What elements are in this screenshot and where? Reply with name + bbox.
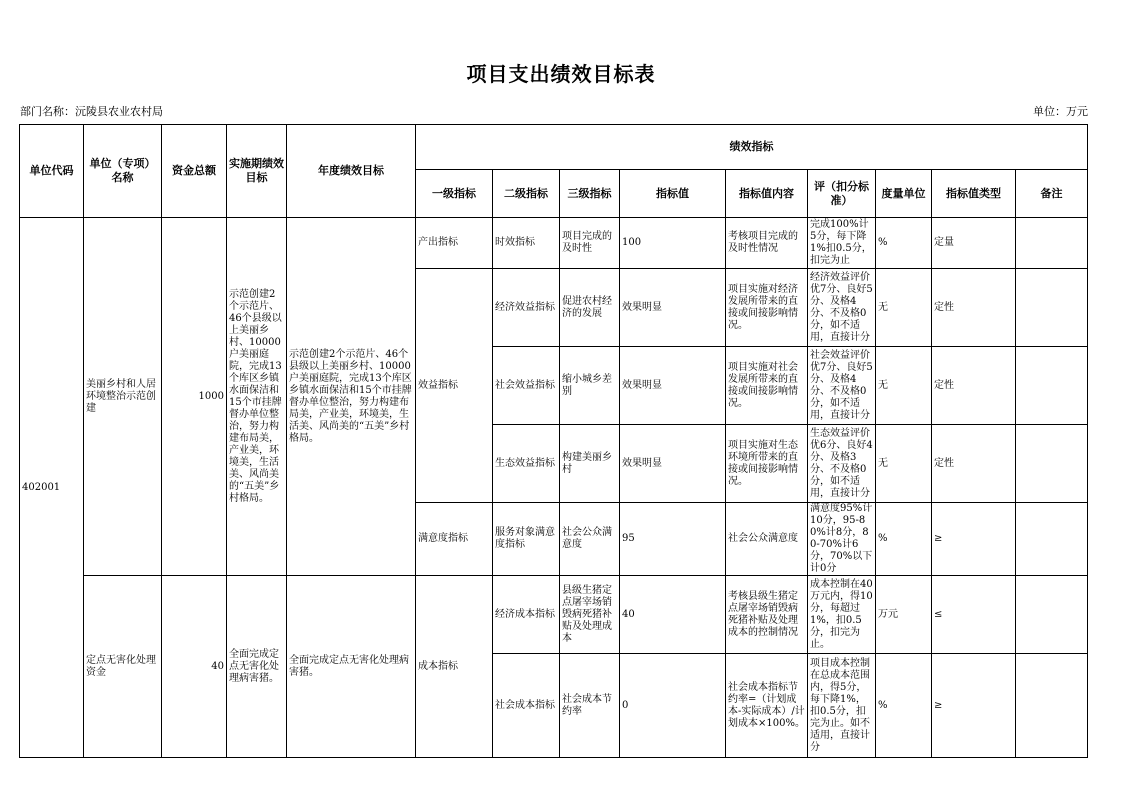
scoring-cell: 满意度95%计10分，95-80%计8分，80-70%计6分，70%以下计0分 — [808, 503, 876, 576]
project1-amount: 1000 — [162, 218, 227, 576]
remark-cell — [1016, 576, 1088, 654]
scoring-cell: 经济效益评价优7分、良好5分、及格4分、不及格0分，如不适用，直接计分 — [808, 269, 876, 347]
measure-unit-cell: % — [876, 503, 932, 576]
table-row — [20, 218, 1088, 269]
header-value-type: 指标值类型 — [932, 170, 1016, 218]
header-level3: 三级指标 — [560, 170, 620, 218]
remark-cell — [1016, 425, 1088, 503]
level2-cell: 经济成本指标 — [493, 576, 560, 654]
value-cell: 95 — [620, 503, 726, 576]
level3-cell: 缩小城乡差别 — [560, 347, 620, 425]
project2-amount: 40 — [162, 576, 227, 758]
remark-cell — [1016, 654, 1088, 758]
project2-period-goal: 全面完成定点无害化处理病害猪。 — [227, 576, 287, 758]
level2-cell: 经济效益指标 — [493, 269, 560, 347]
value-type-cell: 定性 — [932, 269, 1016, 347]
level1-cell: 效益指标 — [416, 269, 493, 503]
project1-period-goal: 示范创建2个示范片、46个县级以上美丽乡村、10000户美丽庭院，完成13个库区乡镇水面保洁和15个市挂牌督办单位整治，努力构建布局美，产业美，环境美，生活美、风尚美的“五美”乡村格局。 — [227, 218, 287, 576]
level2-cell: 生态效益指标 — [493, 425, 560, 503]
header-period-goal: 实施期绩效目标 — [227, 125, 287, 218]
level1-cell: 满意度指标 — [416, 503, 493, 576]
scoring-cell: 完成100%计5分，每下降1%扣0.5分，扣完为止 — [808, 218, 876, 269]
project2-annual-goal: 全面完成定点无害化处理病害猪。 — [287, 576, 416, 758]
header-scoring: 评（扣分标准） — [808, 170, 876, 218]
value-type-cell: ≥ — [932, 503, 1016, 576]
page-title: 项目支出绩效目标表 — [466, 62, 656, 86]
value-type-cell: 定量 — [932, 218, 1016, 269]
level2-cell: 服务对象满意度指标 — [493, 503, 560, 576]
level3-cell: 构建美丽乡村 — [560, 425, 620, 503]
value-type-cell: 定性 — [932, 425, 1016, 503]
unit-code-cell: 402001 — [20, 218, 84, 758]
remark-cell — [1016, 269, 1088, 347]
header-unit-code: 单位代码 — [20, 125, 84, 218]
level3-cell: 县级生猪定点屠宰场销毁病死猪补贴及处理成本 — [560, 576, 620, 654]
currency-unit: 单位：万元 — [1033, 105, 1088, 118]
value-cell: 效果明显 — [620, 425, 726, 503]
value-cell: 效果明显 — [620, 269, 726, 347]
level3-cell: 社会公众满意度 — [560, 503, 620, 576]
header-content: 指标值内容 — [726, 170, 808, 218]
project1-name: 美丽乡村和人居环境整治示范创建 — [84, 218, 162, 576]
project1-annual-goal: 示范创建2个示范片、46个县级以上美丽乡村、10000户美丽庭院，完成13个库区乡镇水面保洁和15个市挂牌督办单位整治，努力构建布局美，产业美，环境美，生活美、风尚美的“五美”乡村格局。 — [287, 218, 416, 576]
scoring-cell: 项目成本控制在总成本范围内，得5分，每下降1%，扣0.5分，扣完为止。如不适用，直接计分 — [808, 654, 876, 758]
header-level2: 二级指标 — [493, 170, 560, 218]
header-project-name: 单位（专项）名称 — [84, 125, 162, 218]
header-value: 指标值 — [620, 170, 726, 218]
scoring-cell: 成本控制在40万元内，得10分，每超过1%，扣0.5分，扣完为止。 — [808, 576, 876, 654]
level1-cell: 成本指标 — [416, 576, 493, 758]
level2-cell: 社会成本指标 — [493, 654, 560, 758]
remark-cell — [1016, 503, 1088, 576]
scoring-cell: 生态效益评价优6分、良好4分、及格3分、不及格0分，如不适用，直接计分 — [808, 425, 876, 503]
remark-cell — [1016, 218, 1088, 269]
measure-unit-cell: % — [876, 654, 932, 758]
header-measure-unit: 度量单位 — [876, 170, 932, 218]
content-cell: 考核县级生猪定点屠宰场销毁病死猪补贴及处理成本的控制情况 — [726, 576, 808, 654]
level2-cell: 时效指标 — [493, 218, 560, 269]
header-total-funds: 资金总额 — [162, 125, 227, 218]
table-row — [20, 576, 1088, 654]
value-cell: 0 — [620, 654, 726, 758]
measure-unit-cell: % — [876, 218, 932, 269]
remark-cell — [1016, 347, 1088, 425]
level3-cell: 项目完成的及时性 — [560, 218, 620, 269]
value-cell: 效果明显 — [620, 347, 726, 425]
level2-cell: 社会效益指标 — [493, 347, 560, 425]
content-cell: 考核项目完成的及时性情况 — [726, 218, 808, 269]
value-type-cell: ≤ — [932, 576, 1016, 654]
performance-target-table — [19, 124, 1088, 758]
content-cell: 社会公众满意度 — [726, 503, 808, 576]
project2-name: 定点无害化处理资金 — [84, 576, 162, 758]
header-performance: 绩效指标 — [416, 125, 1088, 170]
level3-cell: 促进农村经济的发展 — [560, 269, 620, 347]
value-cell: 100 — [620, 218, 726, 269]
scoring-cell: 社会效益评价优7分、良好5分、及格4分、不及格0分，如不适用，直接计分 — [808, 347, 876, 425]
content-cell: 项目实施对社会发展所带来的直接或间接影响情况。 — [726, 347, 808, 425]
header-annual-goal: 年度绩效目标 — [287, 125, 416, 218]
value-type-cell: 定性 — [932, 347, 1016, 425]
header-remark: 备注 — [1016, 170, 1088, 218]
measure-unit-cell: 无 — [876, 347, 932, 425]
level3-cell: 社会成本节约率 — [560, 654, 620, 758]
value-cell: 40 — [620, 576, 726, 654]
measure-unit-cell: 无 — [876, 425, 932, 503]
value-type-cell: ≥ — [932, 654, 1016, 758]
measure-unit-cell: 万元 — [876, 576, 932, 654]
department-name: 部门名称：沅陵县农业农村局 — [20, 105, 163, 118]
content-cell: 社会成本指标节约率=（计划成本-实际成本）/计划成本×100%。 — [726, 654, 808, 758]
level1-cell: 产出指标 — [416, 218, 493, 269]
measure-unit-cell: 无 — [876, 269, 932, 347]
header-level1: 一级指标 — [416, 170, 493, 218]
content-cell: 项目实施对生态环境所带来的直接或间接影响情况。 — [726, 425, 808, 503]
content-cell: 项目实施对经济发展所带来的直接或间接影响情况。 — [726, 269, 808, 347]
